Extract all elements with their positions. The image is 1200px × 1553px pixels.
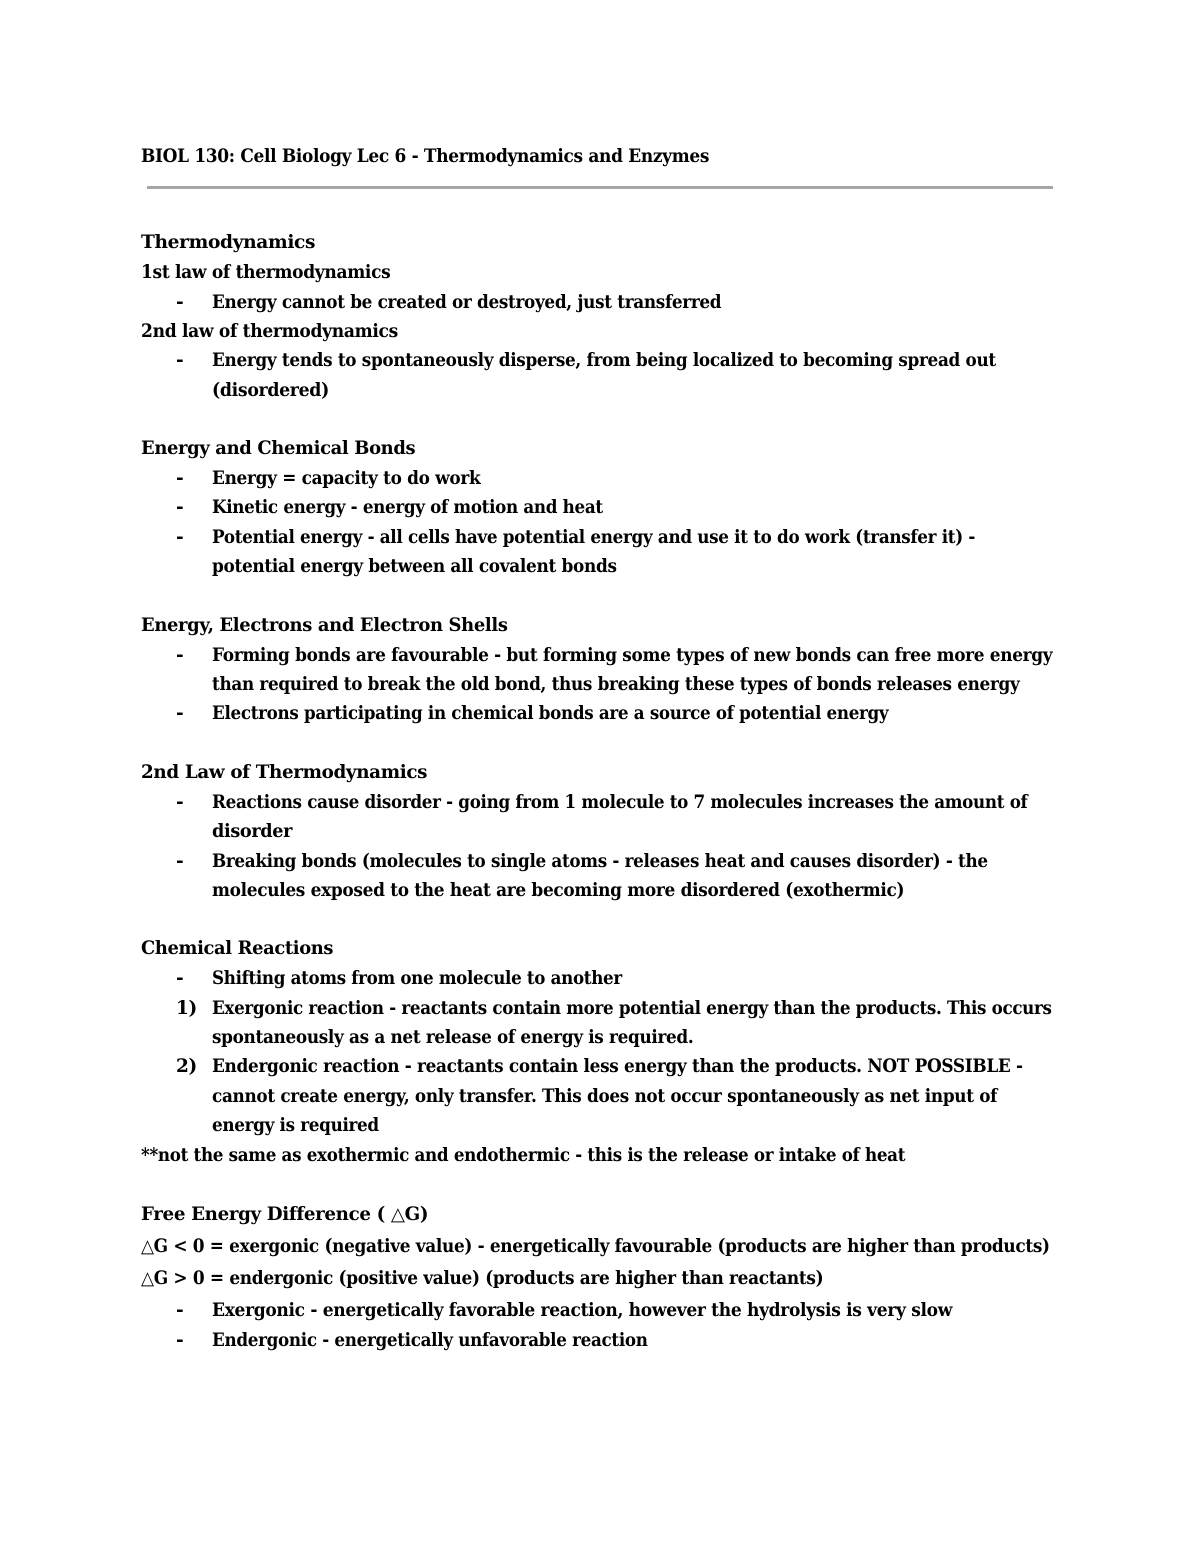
section-heading-second-law: 2nd Law of Thermodynamics [141,762,428,783]
section-heading-thermodynamics: Thermodynamics [141,232,316,253]
subheading-first-law: 1st law of thermodynamics [141,262,391,283]
bullet-text: Reactions cause disorder - going from 1 molecule to 7 molecules increases the amount of [212,792,1028,813]
bullet-dash: - [176,468,184,489]
section-heading-chemical-reactions: Chemical Reactions [141,938,334,959]
bullet-text: Breaking bonds (molecules to single atoms - releases heat and causes disorder) - the [212,851,988,872]
bullet-dash: - [176,968,184,989]
paragraph-line: △G < 0 = exergonic (negative value) - energetically favourable (products are higher than products) [141,1236,1050,1257]
subheading-second-law: 2nd law of thermodynamics [141,321,398,342]
bullet-dash: - [176,792,184,813]
footnote-text: **not the same as exothermic and endothermic - this is the release or intake of heat [141,1145,906,1166]
bullet-dash: - [176,1300,184,1321]
bullet-text: Exergonic - energetically favorable reaction, however the hydrolysis is very slow [212,1300,953,1321]
section-heading-electron-shells: Energy, Electrons and Electron Shells [141,615,508,636]
bullet-dash: - [176,851,184,872]
bullet-text-continuation: disorder [212,821,293,842]
numbered-marker: 1) [176,998,197,1019]
title-divider [147,186,1053,189]
bullet-text-continuation: molecules exposed to the heat are becoming more disordered (exothermic) [212,880,905,901]
bullet-text: Energy tends to spontaneously disperse, from being localized to becoming spread out [212,350,996,371]
document-title: BIOL 130: Cell Biology Lec 6 - Thermodynamics and Enzymes [141,146,710,167]
bullet-text: Forming bonds are favourable - but forming some types of new bonds can free more energy [212,645,1053,666]
bullet-dash: - [176,645,184,666]
paragraph-line: △G > 0 = endergonic (positive value) (products are higher than reactants) [141,1268,824,1289]
bullet-text-continuation: (disordered) [212,380,329,401]
bullet-text-continuation: potential energy between all covalent bonds [212,556,617,577]
numbered-item-continuation: spontaneously as a net release of energy is required. [212,1027,694,1048]
numbered-item-continuation: energy is required [212,1115,379,1136]
numbered-item-text: Exergonic reaction - reactants contain more potential energy than the products. This occurs [212,998,1052,1019]
section-heading-free-energy: Free Energy Difference ( △G) [141,1204,429,1225]
bullet-text: Energy cannot be created or destroyed, just transferred [212,292,722,313]
bullet-text: Electrons participating in chemical bonds are a source of potential energy [212,703,889,724]
bullet-dash: - [176,703,184,724]
bullet-text: Kinetic energy - energy of motion and heat [212,497,603,518]
numbered-item-text: Endergonic reaction - reactants contain less energy than the products. NOT POSSIBLE - [212,1056,1023,1077]
bullet-text: Potential energy - all cells have potential energy and use it to do work (transfer it) - [212,527,976,548]
bullet-text: Shifting atoms from one molecule to another [212,968,622,989]
bullet-text: Endergonic - energetically unfavorable reaction [212,1330,648,1351]
section-heading-energy-chemical-bonds: Energy and Chemical Bonds [141,438,416,459]
bullet-dash: - [176,292,184,313]
bullet-dash: - [176,350,184,371]
bullet-dash: - [176,497,184,518]
numbered-marker: 2) [176,1056,197,1077]
bullet-text: Energy = capacity to do work [212,468,481,489]
bullet-text-continuation: than required to break the old bond, thus breaking these types of bonds releases energy [212,674,1020,695]
bullet-dash: - [176,1330,184,1351]
numbered-item-continuation: cannot create energy, only transfer. This does not occur spontaneously as net input of [212,1086,998,1107]
bullet-dash: - [176,527,184,548]
